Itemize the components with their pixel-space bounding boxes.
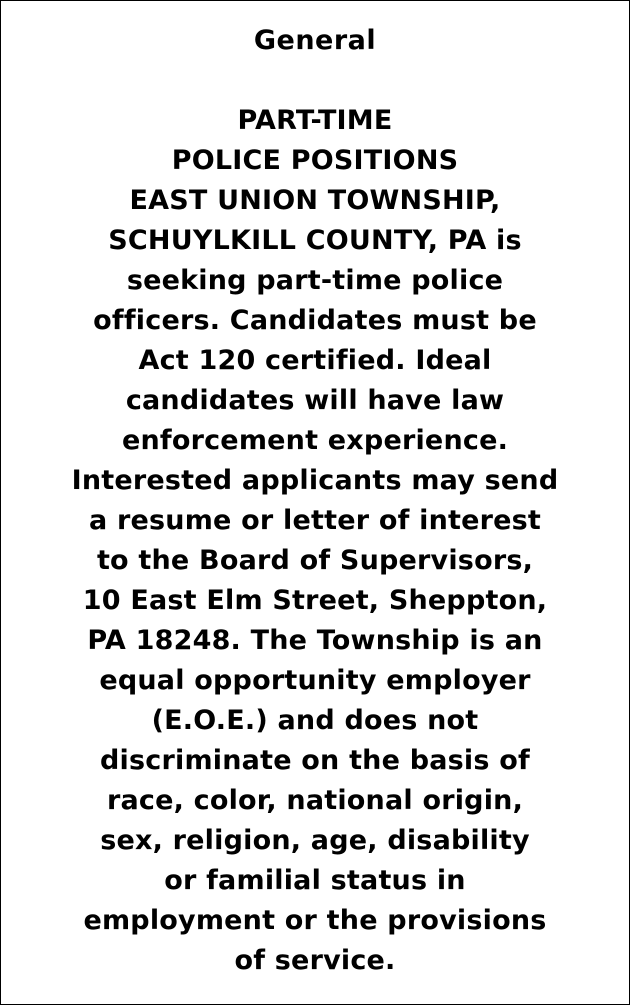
ad-body-line: officers. Candidates must be — [93, 305, 537, 336]
ad-body-line: a resume or letter of interest — [88, 505, 542, 536]
ad-body-line: employment or the provisions — [83, 905, 547, 936]
ad-body-line: to the Board of Supervisors, — [96, 545, 534, 576]
ad-body-line: seeking part-time police — [126, 265, 504, 296]
ad-body-line: Interested applicants may send — [71, 465, 559, 496]
ad-body-line: candidates will have law — [125, 385, 505, 416]
ad-body-line: Act 120 certified. Ideal — [138, 345, 492, 376]
ad-body — [1, 101, 629, 981]
ad-category-heading: General — [253, 25, 377, 56]
ad-body-line: enforcement experience. — [121, 425, 509, 456]
ad-body-line: PA 18248. The Township is an — [87, 625, 543, 656]
ad-body-line: or familial status in — [164, 865, 466, 896]
ad-body-line: SCHUYLKILL COUNTY, PA is — [108, 225, 522, 256]
ad-body-line: of service. — [234, 945, 396, 976]
ad-body-line: discriminate on the basis of — [100, 745, 530, 776]
ad-body-line: 10 East Elm Street, Sheppton, — [82, 585, 548, 616]
ad-body-line: race, color, national origin, — [106, 785, 524, 816]
ad-spacer — [1, 61, 629, 101]
ad-title-line-1: PART-TIME — [237, 105, 393, 136]
ad-body-line: EAST UNION TOWNSHIP, — [129, 185, 501, 216]
ad-body-line: (E.O.E.) and does not — [151, 705, 479, 736]
ad-title-line-2: POLICE POSITIONS — [171, 145, 459, 176]
ad-body-line: equal opportunity employer — [99, 665, 531, 696]
ad-body-line: sex, religion, age, disability — [100, 825, 530, 856]
ad-content — [1, 1, 629, 981]
